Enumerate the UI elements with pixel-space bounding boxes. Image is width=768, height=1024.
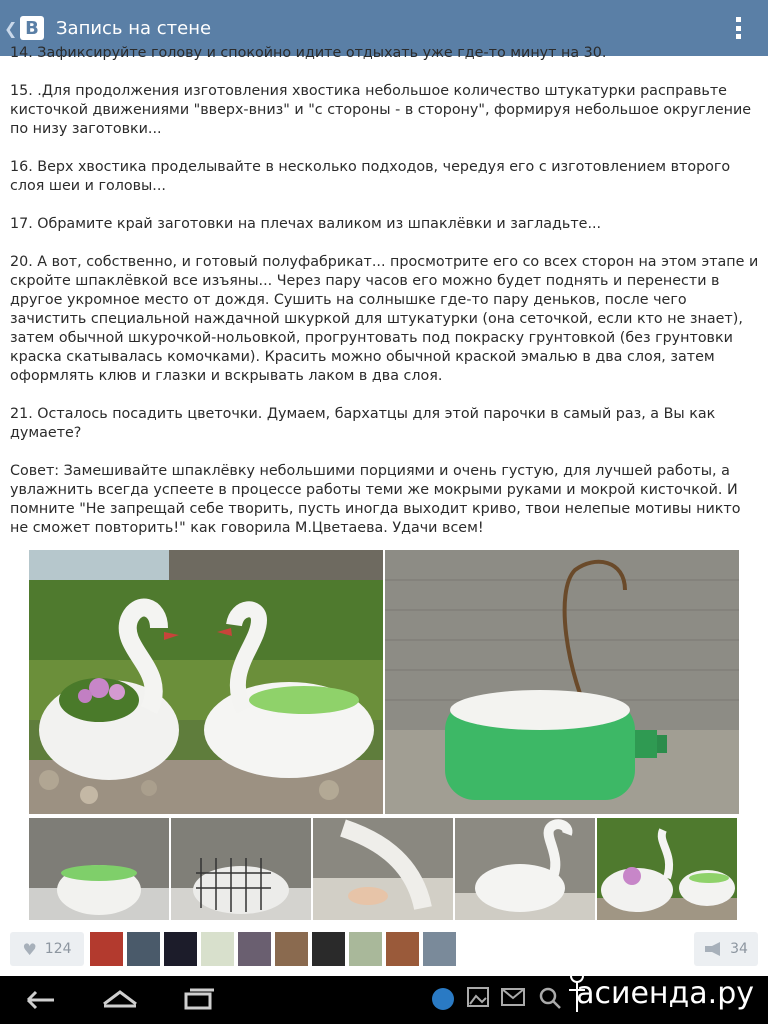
post-actions bbox=[0, 920, 768, 974]
back-icon[interactable]: ❮ bbox=[4, 18, 18, 38]
gallery-icon bbox=[466, 986, 490, 1008]
avatar[interactable] bbox=[164, 932, 197, 966]
post-paragraph: 15. .Для продолжения изготовления хвостика небольшое количество штукатурки расправьте кисточкой движениями "вверх-вниз" и "с стороны - в сторону", формируя небольшое округление по низу заготовки... bbox=[10, 83, 752, 137]
vk-logo-letter: В bbox=[25, 17, 39, 39]
home-nav-icon[interactable] bbox=[100, 986, 140, 1014]
photo-swan-base[interactable] bbox=[29, 818, 169, 922]
system-nav-bar bbox=[0, 976, 768, 1024]
like-count: 124 bbox=[44, 941, 72, 957]
megaphone-icon bbox=[704, 941, 722, 957]
vk-logo-icon[interactable] bbox=[20, 16, 44, 40]
share-count: 34 bbox=[730, 941, 748, 957]
avatar[interactable] bbox=[386, 932, 419, 966]
photo-mesh-frame[interactable] bbox=[171, 818, 311, 922]
post-paragraph: 16. Верх хвостика проделывайте в несколько подходов, чередуя его с изготовлением второго слоя шеи и головы... bbox=[10, 159, 731, 194]
watermark-text: асиенда.ру bbox=[576, 976, 754, 1011]
avatar[interactable] bbox=[90, 932, 123, 966]
post-paragraph: 17. Обрамите край заготовки на плечах валиком из шпаклёвки и загладьте... bbox=[10, 216, 602, 232]
page-title: Запись на стене bbox=[56, 17, 212, 39]
avatar[interactable] bbox=[127, 932, 160, 966]
avatar[interactable] bbox=[312, 932, 345, 966]
back-nav-icon[interactable] bbox=[22, 986, 58, 1014]
avatar[interactable] bbox=[275, 932, 308, 966]
photo-swan-planters-garden[interactable] bbox=[29, 550, 383, 814]
like-button[interactable] bbox=[10, 932, 84, 966]
photo-neck-forming[interactable] bbox=[313, 818, 453, 922]
search-icon bbox=[538, 986, 562, 1010]
heart-icon: ♥ bbox=[22, 939, 37, 959]
post-paragraph: 20. А вот, собственно, и готовый полуфабрикат... просмотрите его со всех сторон на этом этапе и скройте шпаклёвкой все изъяны... Через пару часов его можно будет поднять и перенести в другое укромное место от дождя. Сушить на солнышке где-то пару деньков, после чего зачистить специальной наждачной шкуркой для штукатурки (она сеточкой, если кто не знает), затем обычной шкурочкой-нольовкой, прогрунтовать под покраску грунтовкой (без грунтовки краска скатывалась комочками). Красить можно обычной краской эмалью в два слоя, затем оформлять клюв и глазки и вскрывать лаком в два слоя. bbox=[10, 254, 759, 384]
photo-swans-with-flowers[interactable] bbox=[597, 818, 737, 922]
share-button[interactable] bbox=[694, 932, 758, 966]
liker-avatars bbox=[90, 932, 456, 966]
post-content bbox=[10, 45, 762, 976]
avatar[interactable] bbox=[238, 932, 271, 966]
avatar[interactable] bbox=[201, 932, 234, 966]
avatar[interactable] bbox=[423, 932, 456, 966]
post-paragraph: 14. Зафиксируйте голову и спокойно идите отдыхать уже где-то минут на 30. bbox=[10, 45, 607, 61]
post-paragraph: Совет: Замешивайте шпаклёвку небольшими порциями и очень густую, для лучшей работы, а увлажнить всегда успеете в процессе работы теми же мокрыми руками и мокрой кисточкой. И помните "Не запрещай себе творить, пусть иногда выходит криво, твои нелепые мотивы никто не сможет повторить!" как говорила М.Цветаева. Удачи всем! bbox=[10, 463, 741, 536]
overflow-menu-icon[interactable] bbox=[736, 17, 742, 39]
recents-nav-icon[interactable] bbox=[182, 986, 218, 1014]
skype-icon bbox=[430, 986, 456, 1012]
photo-bottle-frame[interactable] bbox=[385, 550, 739, 814]
photo-finished-white-swan[interactable] bbox=[455, 818, 595, 922]
post-text bbox=[10, 44, 762, 538]
mail-icon bbox=[500, 986, 526, 1008]
avatar[interactable] bbox=[349, 932, 382, 966]
post-paragraph: 21. Осталось посадить цветочки. Думаем, бархатцы для этой парочки в самый раз, а Вы как думаете? bbox=[10, 406, 716, 441]
